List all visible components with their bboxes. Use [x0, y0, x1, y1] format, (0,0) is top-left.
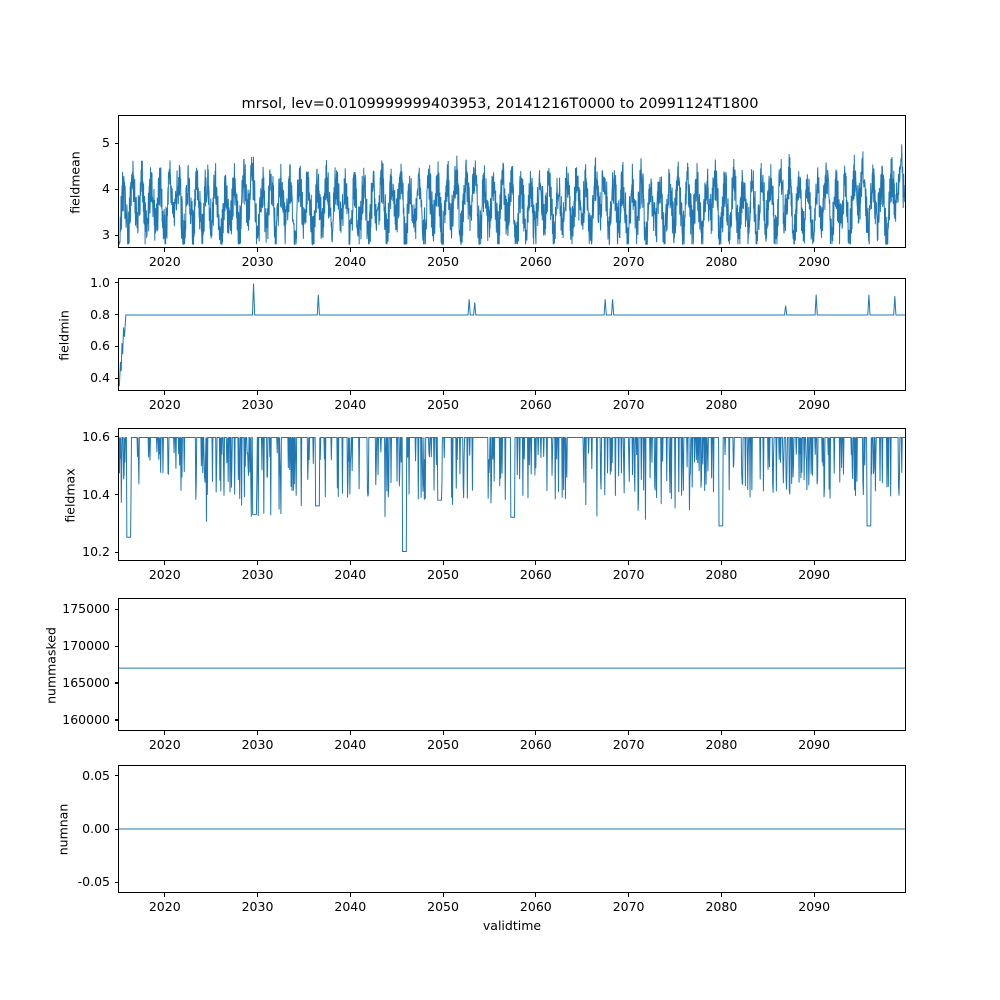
- x-tick-label: 2090: [798, 737, 831, 752]
- x-tick-mark: [721, 561, 722, 565]
- y-tick-label: 3: [102, 227, 110, 243]
- x-tick-label: 2090: [798, 567, 831, 582]
- panel-fieldmean-ylabel: fieldmean: [67, 151, 83, 214]
- x-tick-mark: [628, 731, 629, 735]
- x-tick-mark: [257, 893, 258, 897]
- x-tick-mark: [350, 893, 351, 897]
- y-tick-label: 0.00: [82, 821, 110, 836]
- x-tick-label: 2030: [241, 254, 274, 269]
- y-tick-label: -0.05: [77, 874, 110, 890]
- x-tick-label: 2090: [798, 254, 831, 269]
- x-tick-mark: [628, 248, 629, 252]
- x-tick-label: 2020: [148, 397, 181, 412]
- x-tick-label: 2090: [798, 899, 831, 914]
- figure-xlabel: validtime: [482, 918, 542, 933]
- x-tick-mark: [164, 248, 165, 252]
- y-tick-mark: [115, 314, 119, 315]
- y-tick-label: 160000: [62, 711, 110, 727]
- y-tick-label: 4: [102, 181, 110, 197]
- x-tick-label: 2070: [612, 899, 645, 914]
- y-tick-label: 10.2: [82, 544, 110, 560]
- x-tick-mark: [814, 731, 815, 735]
- x-tick-mark: [814, 561, 815, 565]
- x-tick-label: 2040: [334, 899, 367, 914]
- figure-title: mrsol, lev=0.0109999999403953, 20141216T0000 to 20991124T1800: [241, 96, 759, 112]
- x-tick-mark: [535, 731, 536, 735]
- y-tick-mark: [115, 719, 119, 720]
- x-tick-label: 2050: [427, 567, 459, 582]
- x-tick-mark: [535, 248, 536, 252]
- x-tick-mark: [443, 248, 444, 252]
- x-tick-label: 2070: [612, 567, 645, 582]
- x-tick-mark: [164, 731, 165, 735]
- x-tick-mark: [721, 893, 722, 897]
- x-tick-mark: [257, 391, 258, 395]
- panel-fieldmean-plot-area: [118, 115, 906, 248]
- x-tick-label: 2040: [334, 567, 367, 582]
- x-tick-mark: [535, 893, 536, 897]
- x-tick-mark: [350, 731, 351, 735]
- y-tick-mark: [115, 189, 119, 190]
- panel-numnan-plot-area: [118, 765, 906, 893]
- panel-numnan-ylabel: numnan: [55, 803, 71, 856]
- y-tick-mark: [115, 775, 119, 776]
- x-tick-mark: [350, 248, 351, 252]
- x-tick-label: 2060: [519, 397, 552, 412]
- y-tick-mark: [115, 552, 119, 553]
- x-tick-mark: [628, 561, 629, 565]
- x-tick-mark: [443, 893, 444, 897]
- y-tick-label: 175000: [62, 601, 110, 617]
- y-tick-mark: [115, 346, 119, 347]
- x-tick-mark: [443, 561, 444, 565]
- x-tick-mark: [257, 731, 258, 735]
- y-tick-label: 0.05: [82, 767, 110, 783]
- x-tick-mark: [257, 561, 258, 565]
- x-tick-label: 2080: [705, 254, 738, 269]
- x-tick-mark: [164, 893, 165, 897]
- y-tick-label: 10.6: [82, 428, 110, 444]
- x-tick-mark: [164, 391, 165, 395]
- x-tick-label: 2050: [427, 254, 459, 269]
- x-tick-label: 2060: [519, 254, 552, 269]
- fieldmean-line: [119, 116, 905, 247]
- y-tick-mark: [115, 378, 119, 379]
- y-tick-label: 1.0: [90, 274, 110, 290]
- panel-fieldmax-plot-area: [118, 428, 906, 561]
- x-tick-label: 2080: [705, 737, 738, 752]
- x-tick-mark: [721, 248, 722, 252]
- y-tick-mark: [115, 436, 119, 437]
- x-tick-mark: [628, 391, 629, 395]
- x-tick-label: 2050: [427, 899, 459, 914]
- x-tick-label: 2060: [519, 899, 552, 914]
- x-tick-label: 2050: [427, 737, 459, 752]
- y-tick-mark: [115, 609, 119, 610]
- x-tick-mark: [628, 893, 629, 897]
- x-tick-label: 2030: [241, 899, 274, 914]
- x-tick-label: 2060: [519, 737, 552, 752]
- x-tick-label: 2050: [427, 397, 459, 412]
- y-tick-label: 165000: [62, 674, 110, 690]
- y-tick-mark: [115, 494, 119, 495]
- y-tick-label: 0.6: [90, 338, 110, 354]
- x-tick-mark: [535, 391, 536, 395]
- panel-fieldmax-ylabel: fieldmax: [62, 468, 78, 523]
- x-tick-label: 2030: [241, 737, 274, 752]
- x-tick-label: 2030: [241, 397, 274, 412]
- x-tick-label: 2020: [148, 737, 181, 752]
- y-tick-mark: [115, 882, 119, 883]
- fieldmax-line: [119, 429, 905, 560]
- y-tick-label: 170000: [62, 638, 110, 654]
- x-tick-mark: [814, 893, 815, 897]
- x-tick-label: 2080: [705, 899, 738, 914]
- x-tick-mark: [814, 248, 815, 252]
- x-tick-label: 2090: [798, 397, 831, 412]
- x-tick-mark: [350, 561, 351, 565]
- fieldmin-line: [119, 279, 905, 390]
- y-tick-mark: [115, 646, 119, 647]
- nummasked-line: [119, 599, 905, 730]
- x-tick-mark: [535, 561, 536, 565]
- y-tick-mark: [115, 143, 119, 144]
- x-tick-label: 2030: [241, 567, 274, 582]
- y-tick-mark: [115, 682, 119, 683]
- panel-nummasked-ylabel: nummasked: [43, 627, 59, 704]
- numnan-line: [119, 766, 905, 892]
- y-tick-label: 5: [102, 135, 110, 151]
- x-tick-label: 2040: [334, 737, 367, 752]
- x-tick-label: 2070: [612, 397, 645, 412]
- x-tick-label: 2020: [148, 567, 181, 582]
- x-tick-label: 2040: [334, 397, 367, 412]
- x-tick-label: 2040: [334, 254, 367, 269]
- x-tick-label: 2070: [612, 254, 645, 269]
- x-tick-mark: [814, 391, 815, 395]
- x-tick-mark: [443, 731, 444, 735]
- x-tick-label: 2060: [519, 567, 552, 582]
- x-tick-mark: [721, 391, 722, 395]
- x-tick-mark: [721, 731, 722, 735]
- y-tick-label: 0.8: [90, 306, 110, 322]
- y-tick-mark: [115, 282, 119, 283]
- y-tick-mark: [115, 829, 119, 830]
- x-tick-label: 2020: [148, 254, 181, 269]
- x-tick-mark: [257, 248, 258, 252]
- y-tick-mark: [115, 235, 119, 236]
- x-tick-label: 2080: [705, 567, 738, 582]
- y-tick-label: 10.4: [82, 486, 110, 502]
- x-tick-mark: [350, 391, 351, 395]
- x-tick-mark: [164, 561, 165, 565]
- panel-fieldmin-ylabel: fieldmin: [56, 310, 72, 361]
- panel-fieldmin-plot-area: [118, 278, 906, 391]
- x-tick-label: 2020: [148, 899, 181, 914]
- x-tick-label: 2070: [612, 737, 645, 752]
- y-tick-label: 0.4: [90, 370, 110, 386]
- x-tick-mark: [443, 391, 444, 395]
- panel-nummasked-plot-area: [118, 598, 906, 731]
- x-tick-label: 2080: [705, 397, 738, 412]
